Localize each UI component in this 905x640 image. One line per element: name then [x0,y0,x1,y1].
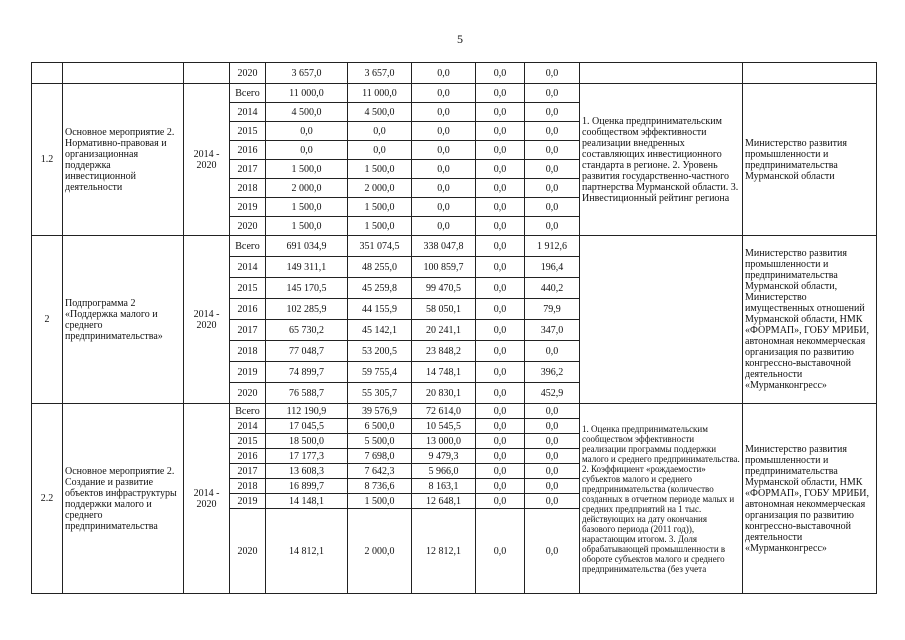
value-cell: 0,0 [476,434,525,449]
value-cell: 11 000,0 [348,84,412,103]
value-cell: 0,0 [525,217,580,236]
total-cell: 102 285,9 [266,299,348,320]
value-cell: 0,0 [412,179,476,198]
total-cell: 3 657,0 [266,63,348,84]
value-cell: 2 000,0 [348,509,412,594]
value-cell: 440,2 [525,278,580,299]
value-cell: 0,0 [476,122,525,141]
value-cell: 0,0 [412,103,476,122]
total-cell: 18 500,0 [266,434,348,449]
value-cell: 0,0 [412,198,476,217]
value-cell: 0,0 [476,494,525,509]
year-cell: 2015 [230,278,266,299]
value-cell: 2 000,0 [348,179,412,198]
value-cell: 351 074,5 [348,236,412,257]
total-cell: 691 034,9 [266,236,348,257]
value-cell: 8 736,6 [348,479,412,494]
year-cell: 2014 [230,419,266,434]
year-cell: 2019 [230,362,266,383]
year-cell: 2017 [230,160,266,179]
value-cell: 0,0 [525,122,580,141]
value-cell: 6 500,0 [348,419,412,434]
value-cell: 0,0 [476,362,525,383]
total-cell: 1 500,0 [266,198,348,217]
value-cell: 0,0 [525,509,580,594]
value-cell: 1 500,0 [348,160,412,179]
year-cell: 2020 [230,509,266,594]
value-cell: 1 912,6 [525,236,580,257]
value-cell: 45 142,1 [348,320,412,341]
value-cell: 0,0 [476,63,525,84]
value-cell: 5 500,0 [348,434,412,449]
total-cell: 74 899,7 [266,362,348,383]
value-cell: 7 698,0 [348,449,412,464]
value-cell: 0,0 [476,464,525,479]
value-cell: 0,0 [476,160,525,179]
year-cell: 2020 [230,63,266,84]
value-cell: 0,0 [412,122,476,141]
row-number: 2.2 [32,404,63,594]
value-cell: 0,0 [476,217,525,236]
year-cell: 2020 [230,217,266,236]
value-cell: 59 755,4 [348,362,412,383]
value-cell: 72 614,0 [412,404,476,419]
value-cell: 196,4 [525,257,580,278]
page-number: 5 [457,32,463,46]
value-cell: 0,0 [476,103,525,122]
executor-cell: Министерство развития промышленности и предпринимательства Мурманской области [743,84,877,236]
row-number: 1.2 [32,84,63,236]
total-cell: 0,0 [266,141,348,160]
value-cell: 0,0 [476,383,525,404]
empty-cell [580,63,743,84]
value-cell: 0,0 [525,494,580,509]
total-cell: 76 588,7 [266,383,348,404]
value-cell: 0,0 [525,179,580,198]
value-cell: 0,0 [525,63,580,84]
year-cell: 2016 [230,141,266,160]
value-cell: 44 155,9 [348,299,412,320]
total-cell: 1 500,0 [266,160,348,179]
value-cell: 12 812,1 [412,509,476,594]
value-cell: 48 255,0 [348,257,412,278]
value-cell: 20 830,1 [412,383,476,404]
value-cell: 9 479,3 [412,449,476,464]
value-cell: 4 500,0 [348,103,412,122]
value-cell: 0,0 [525,141,580,160]
value-cell: 0,0 [476,141,525,160]
value-cell: 0,0 [476,257,525,278]
year-cell: 2019 [230,198,266,217]
year-cell: 2016 [230,299,266,320]
value-cell: 10 545,5 [412,419,476,434]
year-cell: 2016 [230,449,266,464]
value-cell: 5 966,0 [412,464,476,479]
total-cell: 14 148,1 [266,494,348,509]
value-cell: 0,0 [525,464,580,479]
value-cell: 1 500,0 [348,198,412,217]
value-cell: 0,0 [476,320,525,341]
value-cell: 53 200,5 [348,341,412,362]
table-row [32,236,877,257]
year-cell: 2018 [230,179,266,198]
total-cell: 77 048,7 [266,341,348,362]
period-cell: 2014 - 2020 [184,236,230,404]
value-cell: 0,0 [348,141,412,160]
value-cell: 0,0 [525,341,580,362]
value-cell: 0,0 [525,419,580,434]
value-cell: 0,0 [476,179,525,198]
value-cell: 1 500,0 [348,217,412,236]
value-cell: 58 050,1 [412,299,476,320]
value-cell: 0,0 [412,63,476,84]
total-cell: 4 500,0 [266,103,348,122]
total-cell: 13 608,3 [266,464,348,479]
year-cell: 2014 [230,103,266,122]
value-cell: 23 848,2 [412,341,476,362]
indicators-cell: 1. Оценка предпринимательским сообществом эффективности реализации внедренных составляющих инвестиционного стандарта в регионе. 2. Уровень развития государственно-частного партнерства Мурманской области. 3. Инвестиционный рейтинг региона [580,84,743,236]
value-cell: 0,0 [525,479,580,494]
indicators-cell [580,236,743,404]
value-cell: 8 163,1 [412,479,476,494]
total-cell: 16 899,7 [266,479,348,494]
value-cell: 99 470,5 [412,278,476,299]
value-cell: 14 748,1 [412,362,476,383]
value-cell: 0,0 [476,341,525,362]
indicators-cell: 1. Оценка предпринимательским сообществом эффективности реализации программы поддержки малого и среднего предпринимательства. 2. Коэффициент «рождаемости» субъектов малого и среднего предпринимательства (количество созданных в отчетном периоде малых и средних предприятий на 1 тыс. действующих на дату окончания базового периода (2011 год)), нарастающим итогом. 3. Доля обрабатывающей промышленности в обороте субъектов малого и среднего предпринимательства (без учета [580,404,743,594]
value-cell: 0,0 [476,449,525,464]
value-cell: 0,0 [412,217,476,236]
value-cell: 338 047,8 [412,236,476,257]
value-cell: 1 500,0 [348,494,412,509]
year-cell: 2018 [230,341,266,362]
year-cell: 2020 [230,383,266,404]
total-cell: 0,0 [266,122,348,141]
empty-cell [63,63,184,84]
value-cell: 0,0 [476,479,525,494]
empty-cell [184,63,230,84]
empty-cell [743,63,877,84]
total-cell: 14 812,1 [266,509,348,594]
table-row [32,84,877,103]
value-cell: 45 259,8 [348,278,412,299]
program-table [31,62,877,594]
total-cell: 17 177,3 [266,449,348,464]
period-cell: 2014 - 2020 [184,84,230,236]
value-cell: 0,0 [525,404,580,419]
value-cell: 0,0 [476,198,525,217]
value-cell: 12 648,1 [412,494,476,509]
value-cell: 100 859,7 [412,257,476,278]
value-cell: 0,0 [476,509,525,594]
row-number: 2 [32,236,63,404]
value-cell: 0,0 [476,404,525,419]
value-cell: 55 305,7 [348,383,412,404]
value-cell: 0,0 [525,84,580,103]
table-row [32,63,877,84]
value-cell: 13 000,0 [412,434,476,449]
year-cell: 2019 [230,494,266,509]
value-cell: 347,0 [525,320,580,341]
value-cell: 0,0 [412,141,476,160]
value-cell: 0,0 [525,449,580,464]
year-cell: 2018 [230,479,266,494]
year-cell: 2015 [230,122,266,141]
year-cell: 2017 [230,464,266,479]
value-cell: 0,0 [525,434,580,449]
period-cell: 2014 - 2020 [184,404,230,594]
total-cell: 11 000,0 [266,84,348,103]
value-cell: 452,9 [525,383,580,404]
total-cell: 65 730,2 [266,320,348,341]
value-cell: 0,0 [525,103,580,122]
year-cell: Всего [230,404,266,419]
value-cell: 0,0 [476,84,525,103]
value-cell: 0,0 [476,299,525,320]
activity-name: Подпрограмма 2 «Поддержка малого и среднего предпринимательства» [63,236,184,404]
executor-cell: Министерство развития промышленности и предпринимательства Мурманской области, НМК «ФОРМАП», ГОБУ МРИБИ, автономная некоммерческая организация по развитию конгрессно-выставочной деятельности «Мурманконгресс» [743,404,877,594]
value-cell: 7 642,3 [348,464,412,479]
value-cell: 0,0 [525,198,580,217]
year-cell: Всего [230,84,266,103]
year-cell: Всего [230,236,266,257]
total-cell: 17 045,5 [266,419,348,434]
value-cell: 3 657,0 [348,63,412,84]
value-cell: 0,0 [476,419,525,434]
value-cell: 0,0 [412,160,476,179]
value-cell: 0,0 [476,278,525,299]
table-row [32,404,877,419]
year-cell: 2014 [230,257,266,278]
value-cell: 20 241,1 [412,320,476,341]
total-cell: 149 311,1 [266,257,348,278]
empty-cell [32,63,63,84]
activity-name: Основное мероприятие 2. Создание и развитие объектов инфраструктуры поддержки малого и среднего предпринимательства [63,404,184,594]
value-cell: 396,2 [525,362,580,383]
year-cell: 2017 [230,320,266,341]
value-cell: 79,9 [525,299,580,320]
year-cell: 2015 [230,434,266,449]
value-cell: 39 576,9 [348,404,412,419]
total-cell: 1 500,0 [266,217,348,236]
value-cell: 0,0 [412,84,476,103]
total-cell: 145 170,5 [266,278,348,299]
value-cell: 0,0 [525,160,580,179]
total-cell: 2 000,0 [266,179,348,198]
total-cell: 112 190,9 [266,404,348,419]
value-cell: 0,0 [348,122,412,141]
activity-name: Основное мероприятие 2. Нормативно-правовая и организационная поддержка инвестиционной деятельности [63,84,184,236]
value-cell: 0,0 [476,236,525,257]
executor-cell: Министерство развития промышленности и предпринимательства Мурманской области, Министерство имущественных отношений Мурманской области, НМК «ФОРМАП», ГОБУ МРИБИ, автономная некоммерческая организация по развитию конгрессно-выставочной деятельности «Мурманконгресс» [743,236,877,404]
